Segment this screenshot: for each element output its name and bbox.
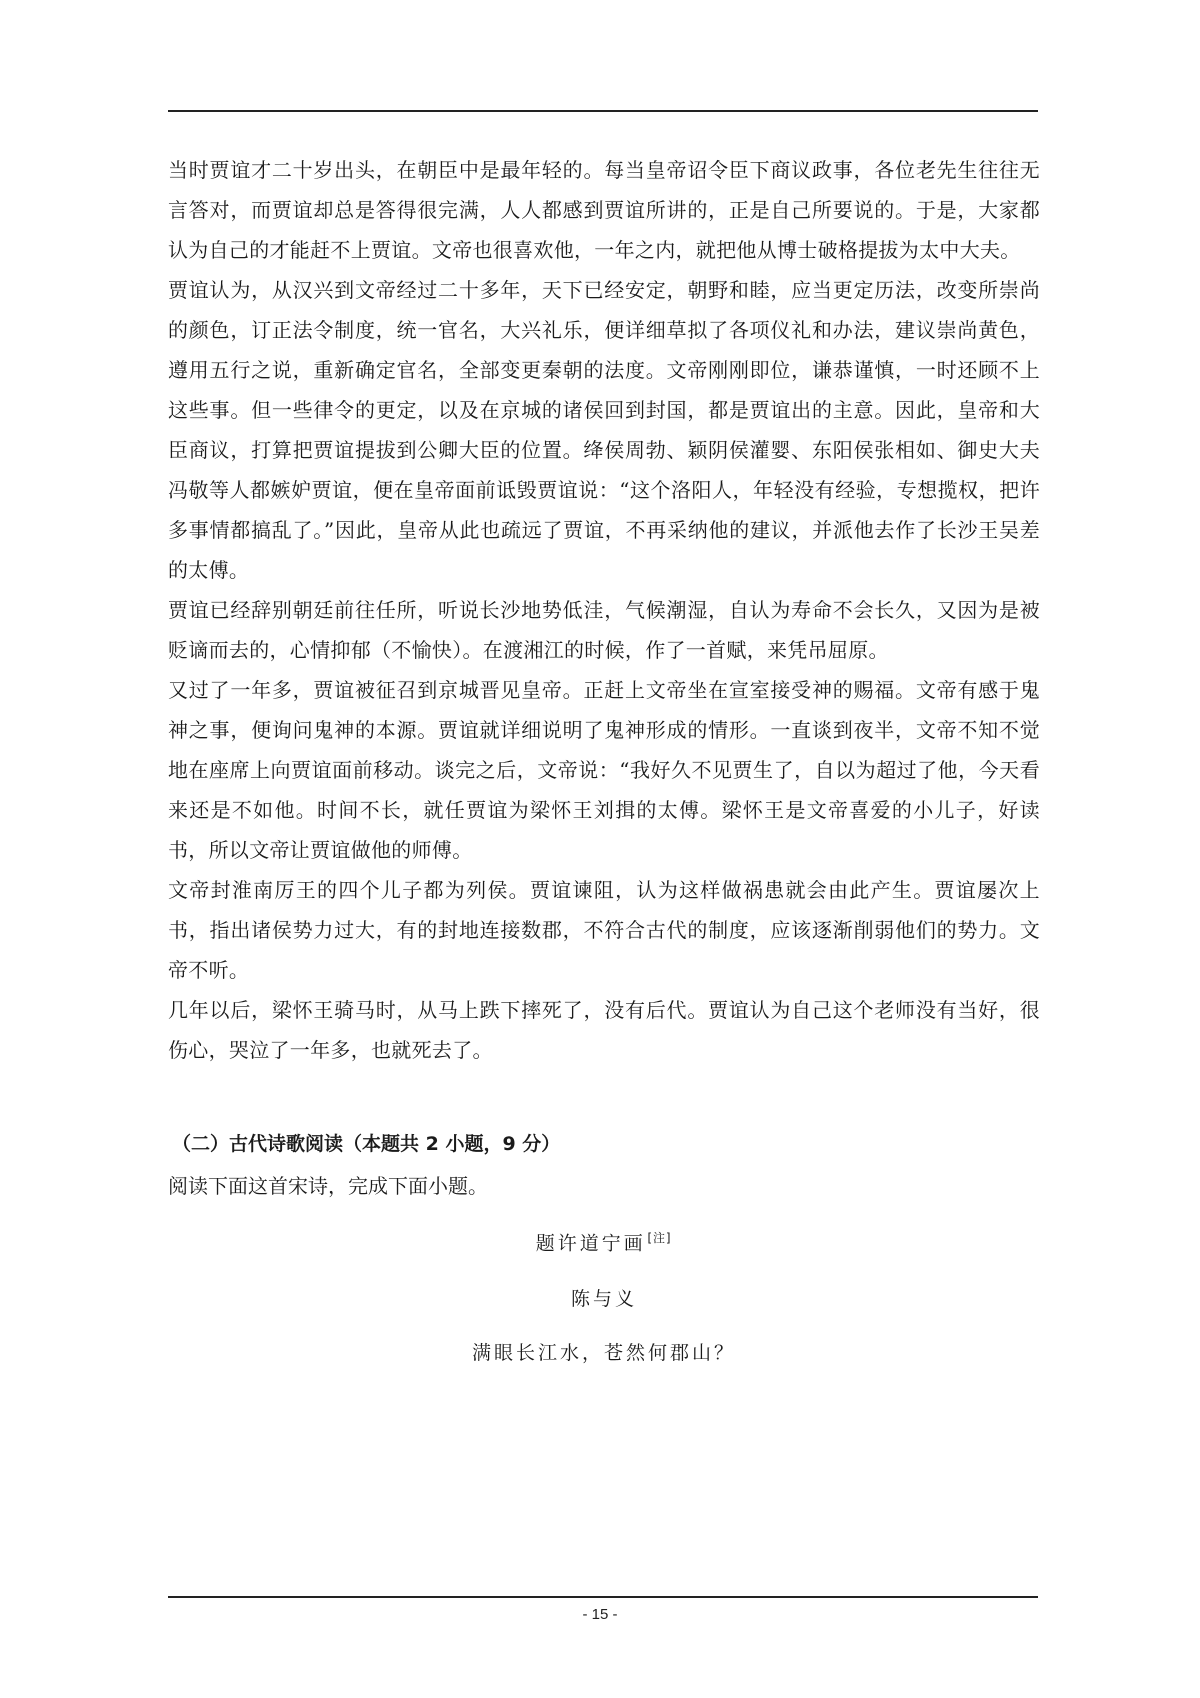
document-body — [168, 150, 1040, 1371]
paragraph-2: 贾谊认为，从汉兴到文帝经过二十多年，天下已经安定，朝野和睦，应当更定历法，改变所崇尚的颜色，订正法令制度，统一官名，大兴礼乐，便详细草拟了各项仪礼和办法，建议崇尚黄色，遵用五行之说，重新确定官名，全部变更秦朝的法度。文帝刚刚即位，谦恭谨慎，一时还顾不上这些事。但一些律令的更定，以及在京城的诸侯回到封国，都是贾谊出的主意。因此，皇帝和大臣商议，打算把贾谊提拔到公卿大臣的位置。绛侯周勃、颖阴侯灌婴、东阳侯张相如、御史大夫冯敬等人都嫉妒贾谊，便在皇帝面前诋毁贾谊说：“这个洛阳人，年轻没有经验，专想揽权，把许多事情都搞乱了。”因此，皇帝从此也疏远了贾谊，不再采纳他的建议，并派他去作了长沙王吴差的太傅。 — [168, 278, 1040, 582]
header-rule — [168, 110, 1038, 112]
paragraph-3: 贾谊已经辞别朝廷前往任所，听说长沙地势低洼，气候潮湿，自认为寿命不会长久，又因为是被贬谪而去的，心情抑郁（不愉快）。在渡湘江的时候，作了一首赋，来凭吊屈原。 — [168, 598, 1040, 662]
paragraph-6: 几年以后，梁怀王骑马时，从马上跌下摔死了，没有后代。贾谊认为自己这个老师没有当好，很伤心，哭泣了一年多，也就死去了。 — [168, 998, 1040, 1062]
section-instruction: 阅读下面这首宋诗，完成下面小题。 — [168, 1174, 488, 1198]
footer-rule — [168, 1596, 1038, 1598]
section-heading: （二）古代诗歌阅读（本题共 2 小题，9 分） — [172, 1133, 561, 1155]
paragraph-4: 又过了一年多，贾谊被征召到京城晋见皇帝。正赶上文帝坐在宣室接受神的赐福。文帝有感于鬼神之事，便询问鬼神的本源。贾谊就详细说明了鬼神形成的情形。一直谈到夜半，文帝不知不觉地在座席上向贾谊面前移动。谈完之后，文帝说：“我好久不见贾生了，自以为超过了他，今天看来还是不如他。时间不长，就任贾谊为梁怀王刘揖的太傅。梁怀王是文帝喜爱的小儿子，好读书，所以文帝让贾谊做他的师傅。 — [168, 678, 1040, 862]
page-number: - 15 - — [582, 1606, 618, 1623]
poem-title-text: 题许道宁画 — [535, 1232, 646, 1255]
poem-note-mark: [注] — [645, 1231, 673, 1245]
poem-author: 陈与义 — [570, 1288, 637, 1311]
paragraph-1: 当时贾谊才二十岁出头，在朝臣中是最年轻的。每当皇帝诏令臣下商议政事，各位老先生往往无言答对，而贾谊却总是答得很完满，人人都感到贾谊所讲的，正是自己所要说的。于是，大家都认为自己的才能赶不上贾谊。文帝也很喜欢他，一年之内，就把他从博士破格提拔为太中大夫。 — [168, 158, 1040, 262]
poem-title — [168, 1220, 1040, 1261]
poem-verse-1: 满眼长江水，苍然何郡山？ — [471, 1342, 736, 1365]
paragraph-5: 文帝封淮南厉王的四个儿子都为列侯。贾谊谏阻，认为这样做祸患就会由此产生。贾谊屡次上书，指出诸侯势力过大，有的封地连接数郡，不符合古代的制度，应该逐渐削弱他们的势力。文帝不听。 — [168, 878, 1040, 982]
